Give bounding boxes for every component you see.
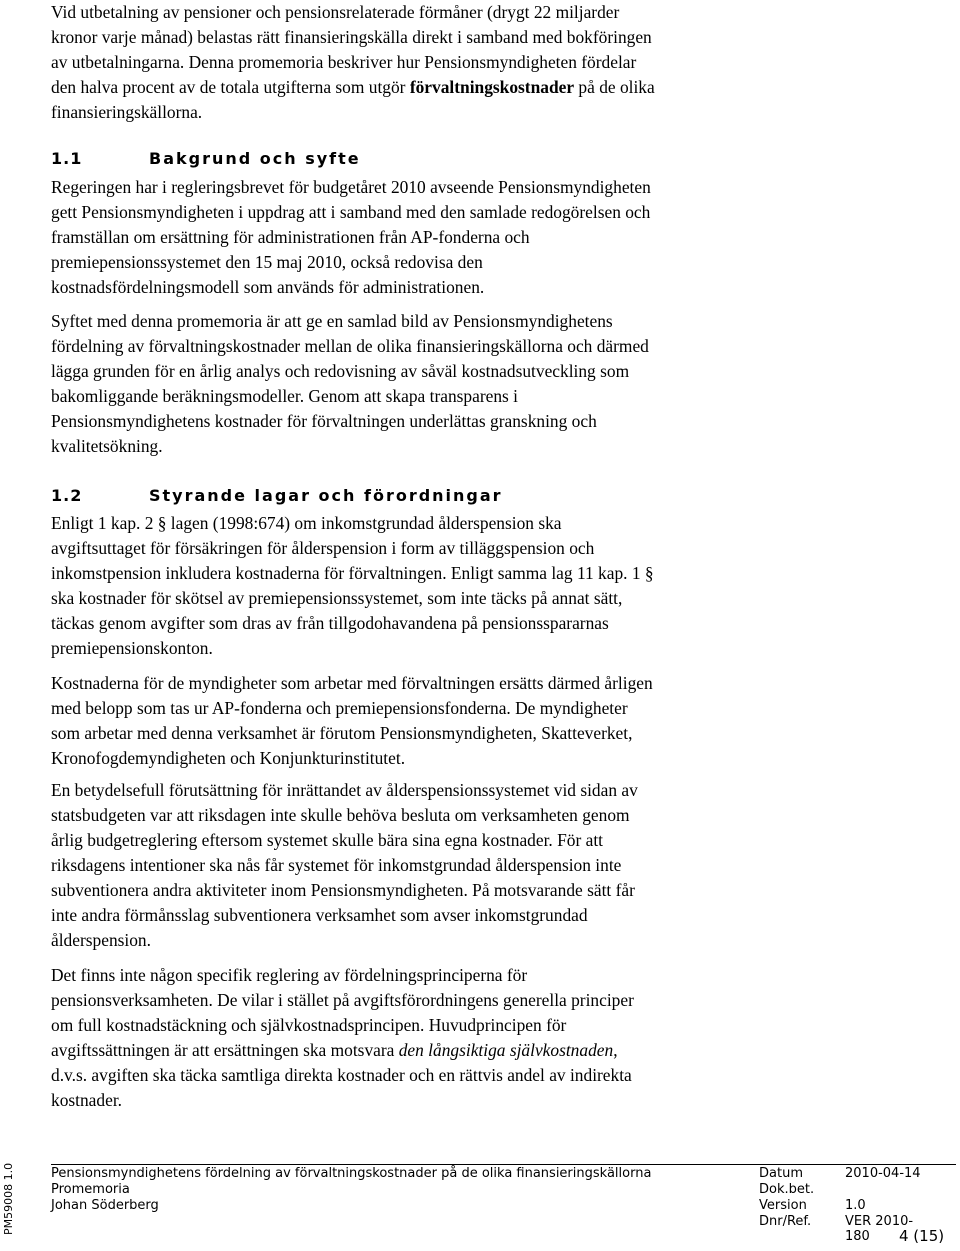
section-heading-1-2: 1.2 Styrande lagar och förordningar <box>51 486 503 505</box>
section-1-2-paragraph-1: Enligt 1 kap. 2 § lagen (1998:674) om inkomstgrundad ålderspension ska avgiftsuttaget för försäkringen för ålderspension i form av tilläggspension och inkomstpension inkludera kostnaderna för förvaltningen. Enligt samma lag 11 kap. 1 § ska kostnader för skötsel av premiepensionssystemet, som inte täcks på annat sätt, täckas genom avgifter som dras av från tillgodohavandena på pensionsspararnas premiepensionskonton. <box>51 513 654 658</box>
bold-term: förvaltningskostnader <box>409 77 575 97</box>
section-heading-1-1: 1.1 Bakgrund och syfte <box>51 149 361 168</box>
footer-key-version: Version <box>759 1198 807 1213</box>
footer-divider <box>51 1164 956 1165</box>
italic-term: den långsiktiga självkostnaden <box>398 1040 614 1060</box>
footer-key-dnr: Dnr/Ref. <box>759 1214 812 1229</box>
footer-value-datum: 2010-04-14 <box>845 1166 921 1181</box>
footer-author: Johan Söderberg <box>51 1198 159 1213</box>
footer-doc-type: Promemoria <box>51 1182 130 1197</box>
footer-value-dnr: VER 2010-180 <box>845 1214 914 1244</box>
section-1-2-paragraph-3: En betydelsefull förutsättning för inrättandet av ålderspensionssystemet vid sidan av statsbudgeten var att riksdagen inte skulle behöva besluta om verksamheten genom årlig budgetreglering eftersom systemet skulle bära sina egna kostnader. För att riksdagens intentioner ska nås får systemet för inkomstgrundad ålderspension inte subventionera andra aktiviteter inom Pensionsmyndigheten. På motsvarande sätt får inte andra förmånsslag subventionera verksamhet som avser inkomstgrundad ålderspension. <box>51 780 638 950</box>
footer-key-dokbet: Dok.bet. <box>759 1182 815 1197</box>
footer-key-datum: Datum <box>759 1166 803 1181</box>
section-1-2-paragraph-2: Kostnaderna för de myndigheter som arbetar med förvaltningen ersätts därmed årligen med belopp som tas ur AP-fonderna och premiepensionsfonderna. De myndigheter som arbetar med denna verksamhet är förutom Pensionsmyndigheten, Skatteverket, Kronofogdemyndigheten och Konjunkturinstitutet. <box>51 673 653 768</box>
page-number: 4 (15) <box>899 1227 945 1245</box>
section-1-1-paragraph-2: Syftet med denna promemoria är att ge en samlad bild av Pensionsmyndighetens fördelning av förvaltningskostnader mellan de olika finansieringskällorna och därmed lägga grunden för en årlig analys och redovisning av såväl kostnadsutveckling som bakomliggande beräkningsmodeller. Genom att skapa transparens i Pensionsmyndighetens kostnader för förvaltningen underlättas granskning och kvalitetsökning. <box>51 311 649 456</box>
side-form-code: PM59008 1.0 <box>2 1162 15 1235</box>
section-1-1-paragraph-1: Regeringen har i regleringsbrevet för budgetåret 2010 avseende Pensionsmyndigheten gett Pensionsmyndigheten i uppdrag att i samband med den samlade redogörelsen och framställan om ersättning för administrationen från AP-fonderna och premiepensionssystemet den 15 maj 2010, också redovisa den kostnadsfördelningsmodell som används för administrationen. <box>51 177 651 297</box>
footer-value-version: 1.0 <box>845 1198 866 1213</box>
intro-paragraph: Vid utbetalning av pensioner och pensionsrelaterade förmåner (drygt 22 miljarder kronor varje månad) belastas rätt finansieringskälla direkt i samband med bokföringen av utbetalningarna. Denna promemoria beskriver hur Pensionsmyndigheten fördelar den halva procent av de totala utgifterna som utgör förvaltningskostnader på de olika finansieringskällorna. <box>51 2 655 122</box>
footer-doc-title: Pensionsmyndighetens fördelning av förvaltningskostnader på de olika finansieringskällorna <box>51 1166 652 1181</box>
section-1-2-paragraph-4: Det finns inte någon specifik reglering av fördelningsprinciperna för pensionsverksamheten. De vilar i stället på avgiftsförordningens generella principer om full kostnadstäckning och självkostnadsprincipen. Huvudprincipen för avgiftssättningen är att ersättningen ska motsvara den långsiktiga självkostnaden, d.v.s. avgiften ska täcka samtliga direkta kostnader och en rättvis andel av indirekta kostnader. <box>51 965 634 1110</box>
